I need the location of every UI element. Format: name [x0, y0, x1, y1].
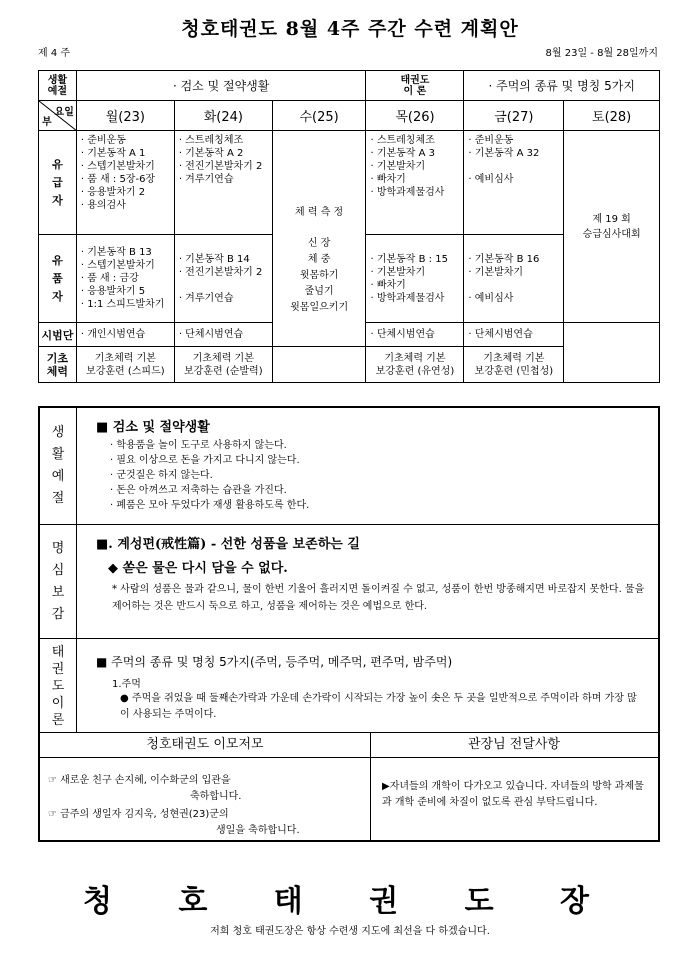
wed-list: [273, 236, 366, 316]
cell-simbeom-tue: · 단체시범연습: [174, 323, 272, 347]
corner-top: 요일: [54, 107, 74, 118]
section-tkd: [40, 638, 658, 733]
list-item: · 겨루기연습: [178, 174, 234, 185]
list-item: · 기본발차기: [468, 266, 524, 278]
row-yugeup: [39, 131, 660, 235]
footer-text: 저희 청호 태권도장은 항상 수련생 지도에 최선을 다 하겠습니다.: [210, 926, 490, 937]
list-item: [179, 279, 268, 292]
cell-yugeup-mon: [76, 131, 174, 235]
tkd-value: · 주먹의 종류 및 명칭 5가지: [464, 71, 660, 101]
list-item: · 기본동작 A 2: [178, 148, 244, 159]
news-right-body: ▶자녀들의 개학이 다가오고 있습니다. 자녀들의 방학 과제물과 개학 준비에 차질이 없도록 관심 부탁드립니다.: [382, 781, 644, 808]
corner-cell: [39, 101, 77, 131]
sat-line: 승급심사대회: [582, 228, 641, 240]
section-sub-tkd: 1.주먹: [112, 679, 141, 690]
cell-gicho-tue: [174, 347, 272, 383]
list-item: 줄넘기: [304, 286, 334, 297]
list-item: · 학용품을 놀이 도구로 사용하지 않는다.: [110, 440, 287, 451]
news-left-body: [40, 757, 371, 841]
list-item: · 1:1 스피드발차기: [80, 299, 165, 310]
cell-yupum-mon: [76, 235, 174, 323]
date-range: 8월 23일 - 8월 28일까지: [545, 48, 658, 59]
day-mon: 월(23): [76, 101, 174, 131]
section-label-life: 생 활 예 절: [40, 408, 77, 524]
section-myeongsim: [40, 524, 658, 639]
list-item: · 스텝기본발차기: [80, 260, 155, 271]
list-item: · 돈은 아껴쓰고 저축하는 습관을 가진다.: [110, 485, 287, 496]
list-item: 보강훈련 (스피드): [86, 365, 165, 377]
cell-gicho-mon: [76, 347, 174, 383]
section-body-tkd: ● 주먹을 쥐었을 때 둘째손가락과 가운데 손가락이 시작되는 가장 높이 솟은 두 곳을 일반적으로 주먹이라 하며 가장 많이 사용되는 주먹이다.: [120, 693, 637, 720]
school-name: 청 호 태 권 도 장: [82, 884, 618, 919]
list-item: 기초체력 기본: [192, 352, 254, 364]
cell-simbeom-mon: · 개인시범연습: [76, 323, 174, 347]
list-item: 윗몸하기: [299, 270, 339, 281]
list-item: · 스트레칭체조: [370, 135, 435, 146]
week-label: 제 4 주: [38, 48, 71, 59]
section-news: [40, 732, 658, 841]
day-sat: 토(28): [564, 101, 660, 131]
list-item: · 스텝기본발차기: [80, 161, 155, 172]
list-item: 신 장: [307, 238, 331, 249]
list-item: · 방학과제물검사: [370, 292, 445, 304]
wed-top: 체 력 측 정: [295, 207, 344, 218]
list-item: · 기본동작 B : 15: [370, 253, 448, 265]
list-item: 기초체력 기본: [384, 352, 446, 364]
list-item: · 빠차기: [370, 279, 406, 291]
cell-yupum-tue: [174, 235, 272, 323]
list-item: 생일을 축하합니다.: [216, 825, 300, 836]
list-item: 보강훈련 (유연성): [375, 365, 455, 377]
list-item: 축하합니다.: [190, 791, 242, 802]
list-item: · 기본동작 A 1: [80, 148, 146, 159]
cell-gicho-thu: [366, 347, 464, 383]
list-item: · 품 새 : 5장-6장: [80, 174, 156, 185]
row-label-yupum: 유 품 자: [39, 235, 77, 323]
sat-line: 제 19 회: [592, 213, 631, 225]
life-label: 생활 예절: [39, 71, 77, 101]
list-item: · 방학과제물검사: [370, 187, 445, 198]
list-item: · 응용발차기 5: [80, 286, 146, 297]
life-list: [110, 438, 309, 513]
list-item: · 기본발차기: [370, 161, 426, 172]
list-item: ☞ 새로운 친구 손지혜, 이수화군의 입관을: [48, 775, 231, 786]
page-title: 청호태권도 8월 4주 주간 수련 계획안: [181, 18, 519, 40]
list-item: · 준비운동: [80, 135, 126, 146]
list-item: · 기본동작 B 14: [178, 253, 250, 265]
list-item: · 준비운동: [468, 135, 514, 146]
header-row: [39, 71, 660, 101]
list-item: · 기본발차기: [370, 266, 426, 278]
cell-simbeom-fri: · 단체시범연습: [464, 323, 564, 347]
section-label-myeongsim: 명 심 보 감: [40, 525, 77, 639]
cell-simbeom-thu: · 단체시범연습: [366, 323, 464, 347]
list-item: · 스트레칭체조: [178, 135, 244, 146]
list-item: 윗몸일으키기: [290, 302, 349, 313]
cell-gicho-fri: [464, 347, 564, 383]
section-life: [40, 408, 658, 524]
row-label-gicho: 기초 체력: [39, 347, 77, 383]
schedule-table: [38, 70, 660, 383]
cell-yugeup-thu: [366, 131, 464, 235]
list-item: · 폐품은 모아 두었다가 재생 활용하도록 한다.: [110, 500, 310, 511]
day-thu: 목(26): [366, 101, 464, 131]
list-item: · 예비심사: [468, 292, 514, 304]
list-item: [468, 160, 559, 173]
section-sub-myeongsim: ◆ 쏟은 물은 다시 담을 수 없다.: [108, 561, 288, 576]
news-left-title: 청호태권도 이모저모: [40, 733, 371, 758]
list-item: 보강훈련 (순발력): [184, 365, 263, 377]
cell-sat: [564, 131, 660, 323]
list-item: · 필요 이상으로 돈을 가지고 다니지 않는다.: [110, 455, 300, 466]
list-item: · 기본동작 B 13: [80, 247, 152, 258]
list-item: · 용의검사: [80, 200, 126, 211]
list-item: [468, 279, 559, 292]
list-item: · 빠차기: [370, 174, 406, 185]
cell-sat-empty: [564, 323, 660, 383]
day-row: [39, 101, 660, 131]
row-label-simbeom: 시범단: [39, 323, 77, 347]
day-tue: 화(24): [174, 101, 272, 131]
list-item: 체 중: [307, 254, 331, 265]
list-item: · 전진기본발차기 2: [178, 266, 263, 278]
list-item: · 응용발차기 2: [80, 187, 146, 198]
cell-wed: [272, 131, 366, 347]
cell-gicho-wed: [272, 347, 366, 383]
news-right-title: 관장님 전달사항: [370, 733, 658, 758]
day-fri: 금(27): [464, 101, 564, 131]
section-heading-life: ■ 검소 및 절약생활: [96, 420, 210, 435]
list-item: · 겨루기연습: [178, 292, 234, 304]
section-body-myeongsim: * 사람의 성품은 물과 같으니, 물이 한번 기울어 흘러지면 돌이켜질 수 없고, 성품이 한번 방종해지면 바로잡지 못한다. 물을 제어하는 것은 반드시 둑으로 하고, 성품을 제어하는 것은 예법으로 한다.: [112, 584, 645, 612]
list-item: 보강훈련 (민첩성): [474, 365, 554, 377]
section-heading-tkd: ■ 주먹의 종류 및 명칭 5가지(주먹, 등주먹, 메주먹, 편주먹, 밤주먹): [96, 655, 453, 669]
cell-yupum-thu: [366, 235, 464, 323]
list-item: · 기본동작 A 3: [370, 148, 436, 159]
list-item: · 품 새 : 금강: [80, 273, 139, 284]
list-item: · 전진기본발차기 2: [178, 161, 263, 172]
cell-yugeup-tue: [174, 131, 272, 235]
day-wed: 수(25): [272, 101, 366, 131]
cell-yupum-fri: [464, 235, 564, 323]
list-item: ☞ 금주의 생일자 김지욱, 성현권(23)군의: [48, 809, 229, 820]
list-item: · 군것질은 하지 않는다.: [110, 470, 213, 481]
list-item: · 기본동작 A 32: [468, 148, 540, 159]
row-label-yugeup: 유 급 자: [39, 131, 77, 235]
life-value: · 검소 및 절약생활: [76, 71, 366, 101]
section-label-tkd: 태 권 도 이 론: [40, 639, 77, 733]
tkd-label: 태권도 이 론: [366, 71, 464, 101]
list-item: · 기본동작 B 16: [468, 253, 540, 265]
content-box: [38, 406, 660, 842]
list-item: 기초체력 기본: [94, 352, 156, 364]
corner-bottom: 부: [42, 117, 52, 128]
cell-yugeup-fri: [464, 131, 564, 235]
list-item: 기초체력 기본: [483, 352, 545, 364]
section-heading-myeongsim: ■. 계성편(戒性篇) - 선한 성품을 보존하는 길: [96, 537, 360, 552]
list-item: · 예비심사: [468, 174, 514, 185]
